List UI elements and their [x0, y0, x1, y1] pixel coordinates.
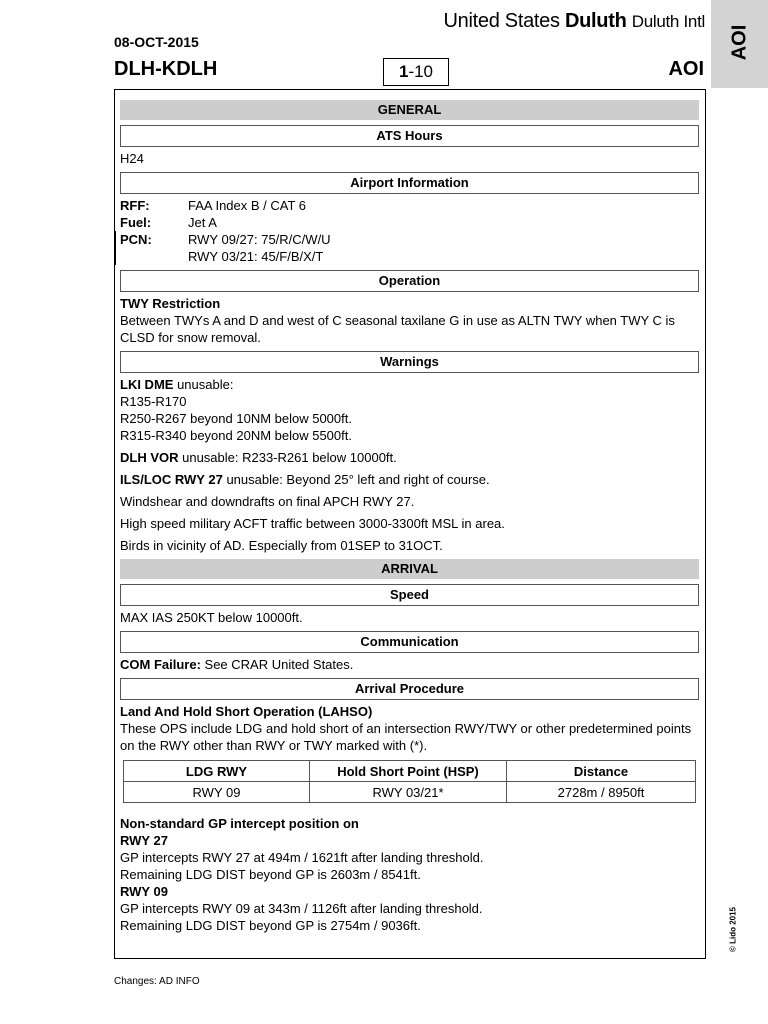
heading-speed: Speed [120, 584, 699, 606]
changes-note: Changes: AD INFO [114, 976, 200, 987]
pcn-key: PCN: [120, 232, 152, 247]
lki-dme-rest: unusable: [173, 377, 234, 392]
heading-ats-hours: ATS Hours [120, 125, 699, 147]
fuel-row [120, 214, 699, 231]
fuel-key: Fuel: [120, 215, 152, 230]
lki-radial-3: R315-R340 beyond 20NM below 5500ft. [120, 428, 352, 443]
content-frame [114, 89, 706, 959]
rwy27-line-1: GP intercepts RWY 27 at 494m / 1621ft after landing threshold. [120, 850, 484, 865]
lki-dme-bold: LKI DME [120, 377, 174, 392]
pcn-block [115, 231, 699, 265]
airport-name: Duluth Intl [631, 12, 705, 31]
dlh-vor-bold: DLH VOR [120, 450, 179, 465]
rff-row [120, 197, 699, 214]
table-header-row [124, 761, 696, 782]
heading-communication: Communication [120, 631, 699, 653]
side-tab [711, 0, 768, 88]
copyright-text: © Lido 2015 [728, 906, 738, 953]
lki-radial-2: R250-R267 beyond 10NM below 5000ft. [120, 411, 352, 426]
col-distance: Distance [507, 761, 696, 782]
heading-operation: Operation [120, 270, 699, 292]
ils-loc-bold: ILS/LOC RWY 27 [120, 472, 223, 487]
ils-loc-rest: unusable: Beyond 25° left and right of course. [222, 472, 490, 487]
rwy09-line-2: Remaining LDG DIST beyond GP is 2754m / 9036ft. [120, 918, 421, 933]
effective-date: 08-OCT-2015 [114, 34, 199, 50]
cell-hsp: RWY 03/21* [310, 782, 507, 803]
page-number-main: 1 [398, 62, 409, 81]
heading-warnings: Warnings [120, 351, 699, 373]
fuel-value: Jet A [188, 215, 217, 230]
rwy27-line-2: Remaining LDG DIST beyond GP is 2603m / 8541ft. [120, 867, 421, 882]
com-failure-line [120, 656, 699, 673]
heading-arrival-procedure: Arrival Procedure [120, 678, 699, 700]
heading-airport-information: Airport Information [120, 172, 699, 194]
lki-dme-line [120, 376, 699, 393]
pcn-value-2: RWY 03/21: 45/F/B/X/T [188, 249, 324, 264]
airport-code: DLH-KDLH [114, 58, 218, 80]
city-name: Duluth [564, 10, 627, 32]
rwy09-line-1: GP intercepts RWY 09 at 343m / 1126ft after landing threshold. [120, 901, 483, 916]
com-failure-bold: COM Failure: [120, 657, 201, 672]
lahso-table [123, 760, 696, 803]
section-arrival: ARRIVAL [120, 559, 699, 579]
rwy27-title: RWY 27 [120, 833, 168, 848]
twy-restriction-text: Between TWYs A and D and west of C seasonal taxilane G in use as ALTN TWY when TWY C is CLSD for snow removal. [120, 313, 675, 345]
lahso-title: Land And Hold Short Operation (LAHSO) [120, 704, 373, 719]
com-failure-rest: See CRAR United States. [200, 657, 354, 672]
rwy09-title: RWY 09 [120, 884, 168, 899]
ils-loc-line [120, 471, 699, 488]
lahso-text: These OPS include LDG and hold short of an intersection RWY/TWY or other predetermined points on the RWY other than RWY or TWY marked with (*). [120, 721, 692, 753]
region-label: AOI [668, 58, 704, 80]
section-general: GENERAL [120, 100, 699, 120]
warning-windshear: Windshear and downdrafts on final APCH RWY 27. [120, 494, 415, 509]
col-ldg-rwy: LDG RWY [124, 761, 310, 782]
page-number [383, 58, 449, 86]
page-number-sub: -10 [408, 62, 434, 81]
location-title [444, 10, 705, 33]
col-hsp: Hold Short Point (HSP) [310, 761, 507, 782]
rff-value: FAA Index B / CAT 6 [188, 198, 307, 213]
country-name: United States [443, 10, 560, 32]
cell-distance: 2728m / 8950ft [507, 782, 696, 803]
lki-radial-1: R135-R170 [120, 394, 187, 409]
cell-ldg-rwy: RWY 09 [124, 782, 310, 803]
pcn-value-1: RWY 09/27: 75/R/C/W/U [188, 232, 331, 247]
speed-text: MAX IAS 250KT below 10000ft. [120, 610, 303, 625]
warning-military: High speed military ACFT traffic between 3000-3300ft MSL in area. [120, 516, 505, 531]
twy-restriction-title: TWY Restriction [120, 296, 221, 311]
copyright [723, 905, 743, 961]
pcn-row [120, 231, 699, 248]
warning-birds: Birds in vicinity of AD. Especially from 01SEP to 31OCT. [120, 538, 443, 553]
ats-hours-value: H24 [120, 151, 144, 166]
side-tab-label: AOI [728, 24, 750, 60]
table-row [124, 782, 696, 803]
dlh-vor-rest: unusable: R233-R261 below 10000ft. [178, 450, 397, 465]
content-body [120, 100, 699, 934]
gp-intercept-title: Non-standard GP intercept position on [120, 816, 359, 831]
rff-key: RFF: [120, 198, 150, 213]
pcn-row-2 [120, 248, 699, 265]
dlh-vor-line [120, 449, 699, 466]
